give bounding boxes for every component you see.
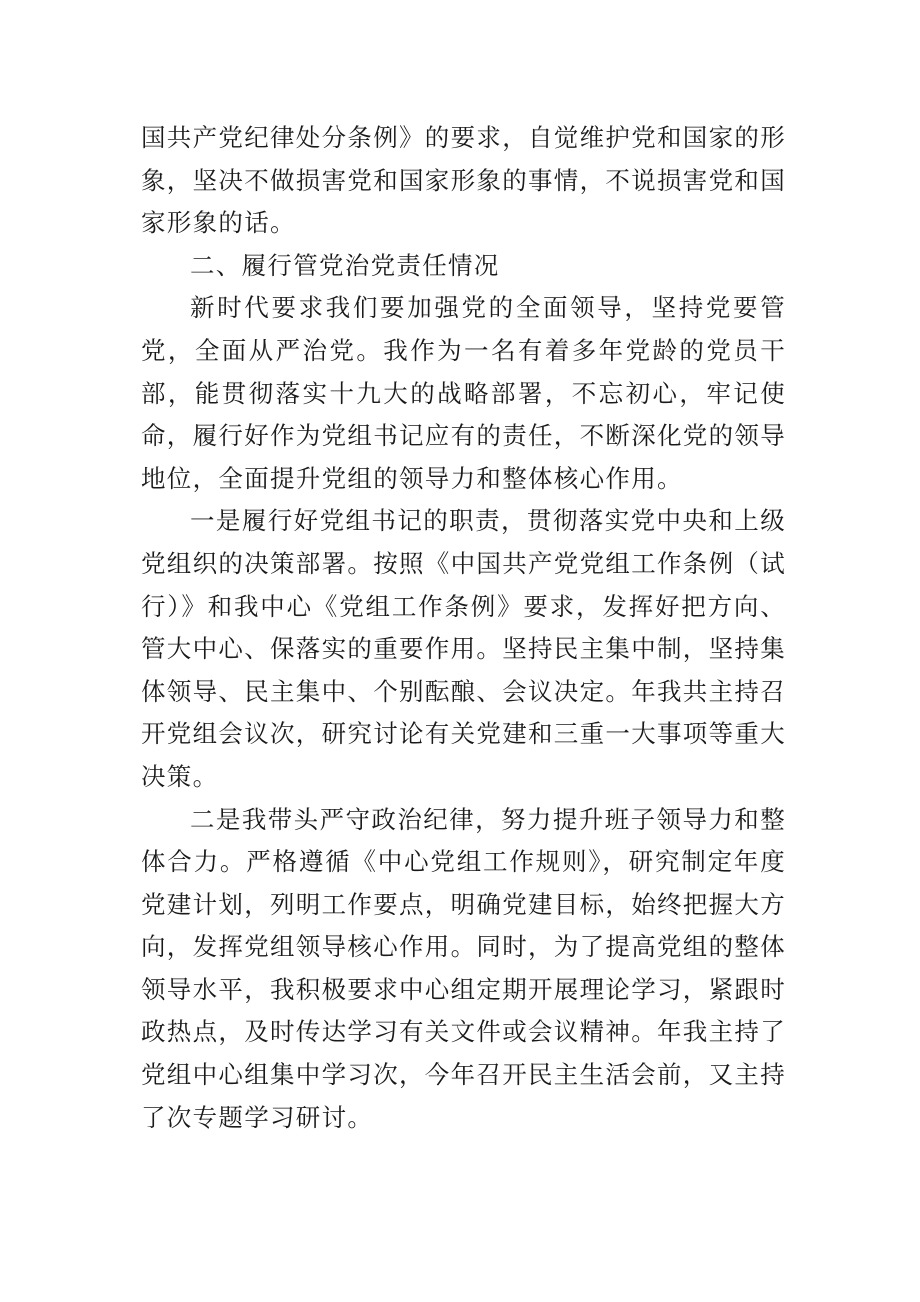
document-body: [141, 117, 786, 1139]
paragraph-point-one: 一是履行好党组书记的职责，贯彻落实党中央和上级党组织的决策部署。按照《中国共产党党组工作条例（试行）》和我中心《党组工作条例》要求，发挥好把方向、管大中心、保落实的重要作用。坚持民主集中制，坚持集体领导、民主集中、个别酝酿、会议决定。年我共主持召开党组会议次，研究讨论有关党建和三重一大事项等重大决策。: [141, 506, 786, 791]
section-heading: 二、履行管党治党责任情况: [190, 250, 500, 280]
paragraph-continuation: 国共产党纪律处分条例》的要求，自觉维护党和国家的形象，坚决不做损害党和国家形象的事情，不说损害党和国家形象的话。: [141, 123, 786, 238]
paragraph-point-two: 二是我带头严守政治纪律，努力提升班子领导力和整体合力。严格遵循《中心党组工作规则》，研究制定年度党建计划，列明工作要点，明确党建目标，始终把握大方向，发挥党组领导核心作用。同时，为了提高党组的整体领导水平，我积极要求中心组定期开展理论学习，紧跟时政热点，及时传达学习有关文件或会议精神。年我主持了党组中心组集中学习次，今年召开民主生活会前，又主持了次专题学习研讨。: [141, 804, 786, 1132]
paragraph-intro: 新时代要求我们要加强党的全面领导，坚持党要管党，全面从严治党。我作为一名有着多年党龄的党员干部，能贯彻落实十九大的战略部署，不忘初心，牢记使命，履行好作为党组书记应有的责任，不断深化党的领导地位，全面提升党组的领导力和整体核心作用。: [141, 293, 786, 493]
